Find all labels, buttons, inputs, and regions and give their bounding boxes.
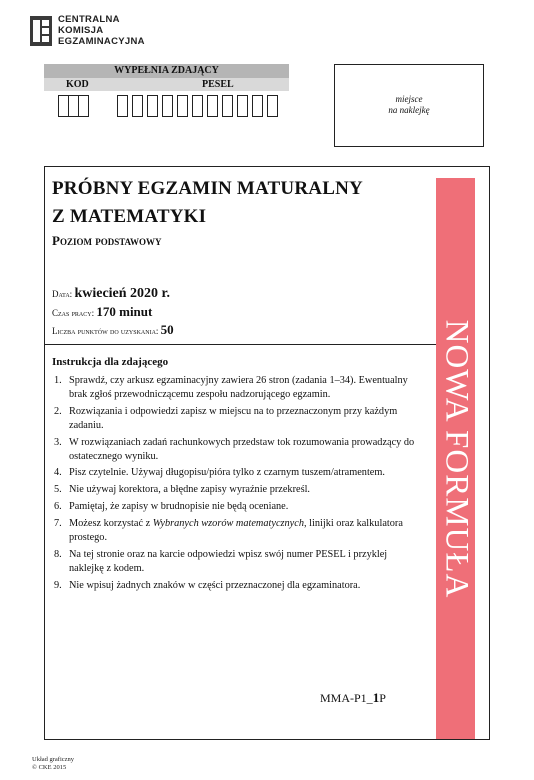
side-label: NOWA FORMUŁA — [438, 319, 474, 598]
instruction-item — [54, 500, 424, 514]
instruction-text: Na tej stronie oraz na karcie odpowiedzi wpisz swój numer PESEL i przyklej naklejkę z kodem. — [69, 548, 388, 574]
instruction-text-pre: Możesz korzystać z — [69, 518, 153, 530]
meta-time-label: Czas pracy: — [52, 308, 95, 318]
instruction-number: 1. — [54, 375, 62, 386]
logo-line: EGZAMINACYJNA — [58, 36, 145, 47]
candidate-box — [44, 64, 289, 122]
cke-logo-mark-icon — [30, 16, 52, 46]
meta-date-value: kwiecień 2020 r. — [74, 286, 170, 301]
meta-date — [52, 286, 170, 302]
instruction-text: Nie używaj korektora, a błędne zapisy wyraźnie przekreśl. — [69, 484, 311, 496]
instruction-text-emphasis: Wybranych wzorów matematycznych — [152, 518, 304, 530]
meta-points-label: Liczba punktów do uzyskania: — [52, 326, 159, 336]
side-stripe — [436, 178, 475, 739]
exam-code-suffix: P — [379, 691, 386, 705]
logo-line: CENTRALNA — [58, 14, 120, 25]
instruction-number: 6. — [54, 501, 62, 513]
instruction-text: Sprawdź, czy arkusz egzaminacyjny zawiera 26 stron (zadania 1–34). Ewentualny brak zgłoś przewodniczącemu zespołu nadzorującego egzamin. — [69, 375, 408, 400]
sticker-line: miejsce — [395, 94, 423, 104]
instruction-number: 8. — [54, 548, 62, 560]
instruction-item — [54, 405, 424, 433]
instruction-item — [54, 483, 424, 497]
instruction-text: Pamiętaj, że zapisy w brudnopisie nie będą oceniane. — [69, 501, 289, 513]
exam-code-bold: 1 — [372, 690, 380, 705]
pesel-cell[interactable] — [252, 95, 263, 117]
instruction-text-post: , linijki oraz kalkulatora prostego. — [69, 518, 403, 544]
pesel-cell[interactable] — [192, 95, 203, 117]
exam-code-prefix: MMA-P1_ — [320, 691, 373, 705]
instruction-text: Rozwiązania i odpowiedzi zapisz w miejscu na to przeznaczonym przy każdym zadaniu. — [69, 405, 398, 431]
instruction-item — [54, 517, 424, 545]
instruction-text: W rozwiązaniach zadań rachunkowych przedstaw tok rozumowania prowadzący do ostatecznego wyniku. — [69, 436, 415, 462]
pesel-cell[interactable] — [267, 95, 278, 117]
sticker-box — [334, 64, 484, 147]
candidate-box-labels — [44, 78, 289, 91]
pesel-cell[interactable] — [147, 95, 158, 117]
exam-code — [320, 690, 386, 706]
instruction-text: Pisz czytelnie. Używaj długopisu/pióra tylko z czarnym tuszem/atramentem. — [69, 467, 385, 479]
sticker-line: na naklejkę — [388, 105, 430, 115]
instruction-number: 3. — [54, 436, 62, 448]
instruction-number: 4. — [54, 467, 62, 479]
instruction-number: 9. — [54, 579, 62, 591]
instruction-number: 2. — [54, 405, 62, 417]
kod-cells — [58, 95, 89, 117]
page-title-line2: Z MATEMATYKI — [52, 206, 207, 227]
pesel-label: PESEL — [202, 79, 234, 90]
kod-label: KOD — [66, 79, 89, 90]
cke-logo — [30, 14, 170, 54]
instruction-item — [54, 548, 424, 576]
pesel-cell[interactable] — [207, 95, 218, 117]
logo-line: KOMISJA — [58, 25, 104, 36]
meta-points — [52, 322, 174, 338]
meta-points-value: 50 — [160, 322, 174, 337]
candidate-box-header: WYPEŁNIA ZDAJĄCY — [44, 64, 289, 78]
instruction-item — [54, 374, 424, 402]
page-title-line1: PRÓBNY EGZAMIN MATURALNY — [52, 178, 363, 199]
instruction-number: 5. — [54, 484, 62, 496]
sticker-box-text — [335, 94, 483, 116]
pesel-cell[interactable] — [222, 95, 233, 117]
pesel-cell[interactable] — [162, 95, 173, 117]
instruction-item — [54, 436, 424, 464]
kod-cell[interactable] — [78, 95, 89, 117]
pesel-cell[interactable] — [177, 95, 188, 117]
meta-time-value: 170 minut — [96, 304, 153, 319]
meta-time — [52, 304, 152, 320]
instruction-number: 7. — [54, 518, 62, 530]
divider — [44, 344, 436, 345]
meta-date-label: Data: — [52, 289, 73, 299]
pesel-cell[interactable] — [237, 95, 248, 117]
pesel-cell[interactable] — [132, 95, 143, 117]
footer-line: Układ graficzny — [32, 756, 75, 763]
instructions-list — [54, 374, 424, 596]
footer-line: © CKE 2015 — [32, 764, 67, 771]
instructions-title: Instrukcja dla zdającego — [52, 356, 169, 368]
instruction-item — [54, 466, 424, 480]
instruction-text: Nie wpisuj żadnych znaków w części przeznaczonej dla egzaminatora. — [69, 579, 361, 591]
footer — [32, 756, 74, 772]
pesel-cells — [117, 95, 278, 117]
pesel-cell[interactable] — [117, 95, 128, 117]
cke-logo-text — [58, 14, 145, 47]
exam-level: Poziom podstawowy — [52, 233, 162, 248]
instruction-item — [54, 579, 424, 593]
